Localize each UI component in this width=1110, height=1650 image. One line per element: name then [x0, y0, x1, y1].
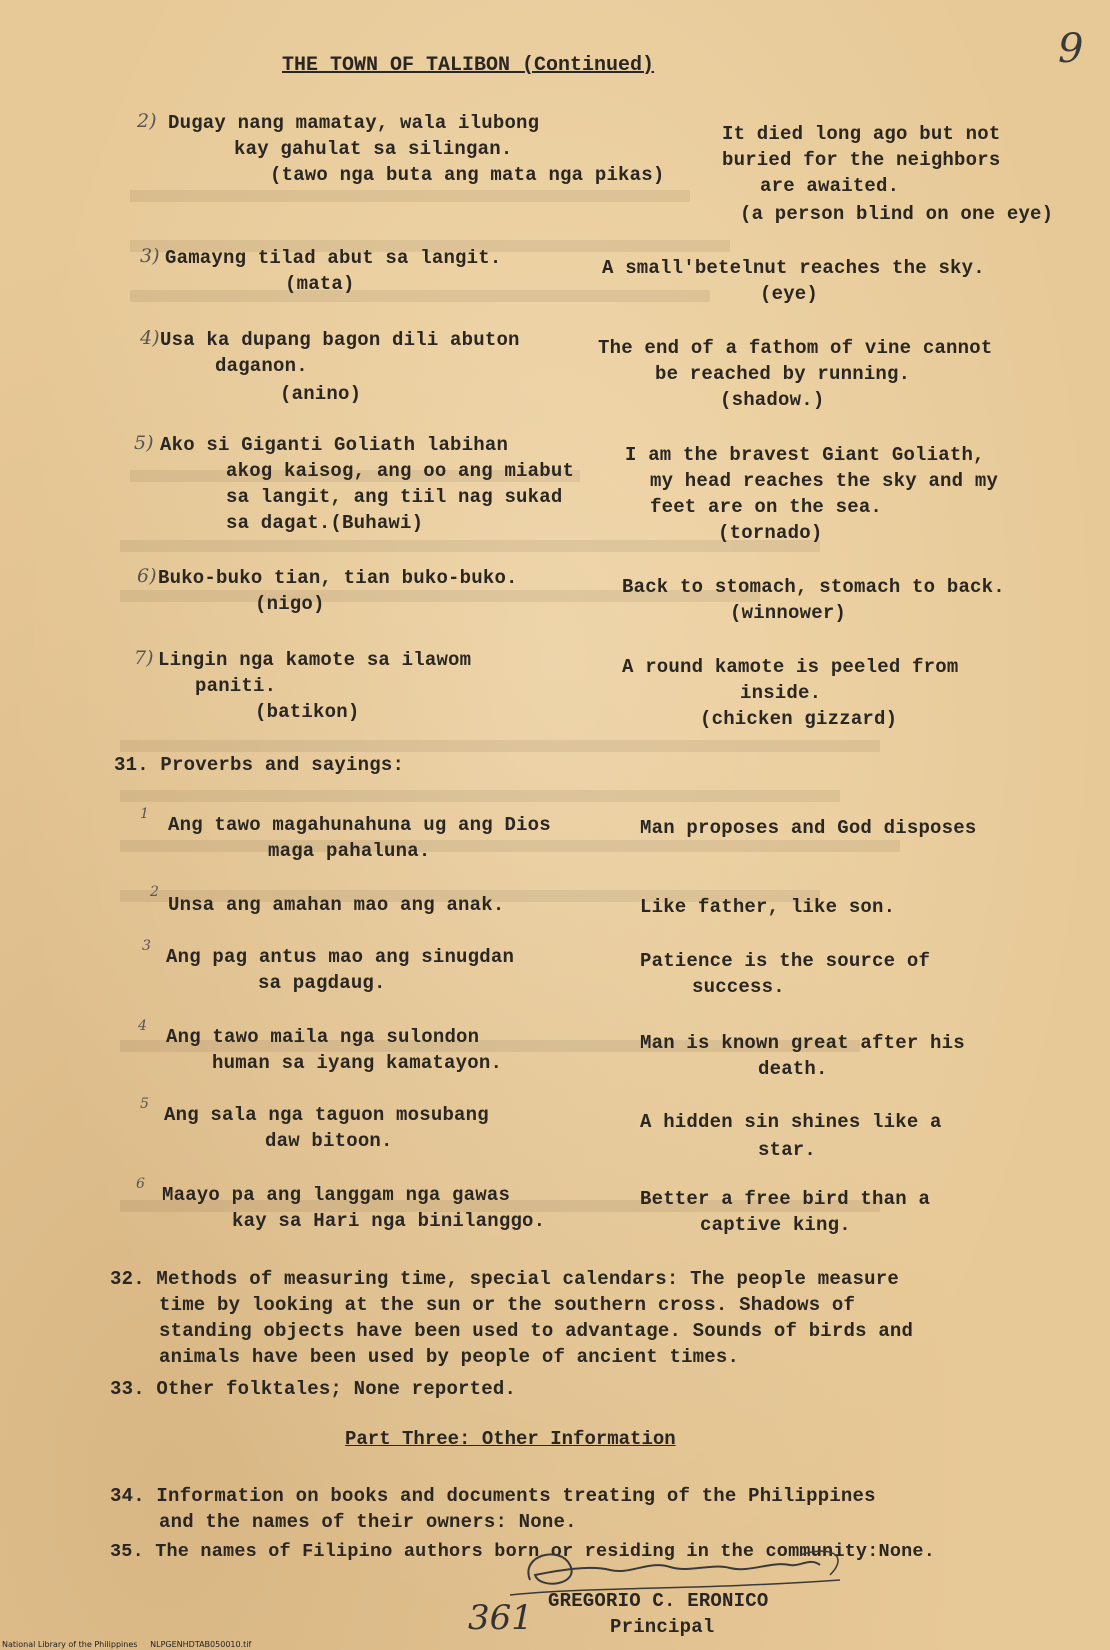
proverb-native-line: kay sa Hari nga binilanggo.	[232, 1210, 546, 1232]
proverb-native-line: daw bitoon.	[265, 1130, 393, 1152]
item-32-line: standing objects have been used to advantage. Sounds of birds and	[159, 1320, 914, 1342]
riddle-answer: (tawo nga buta ang mata nga pikas)	[270, 164, 665, 186]
item-32-line: time by looking at the sun or the southern cross. Shadows of	[159, 1294, 856, 1316]
proverb-native-line: Unsa ang amahan mao ang anak.	[168, 894, 505, 916]
riddle-answer-english: (chicken gizzard)	[700, 708, 898, 730]
proverb-english-line: death.	[758, 1058, 828, 1080]
proverb-number: 4	[138, 1018, 147, 1034]
proverb-english-line: Patience is the source of	[640, 950, 931, 972]
riddle-native-line: Gamayng tilad abut sa langit.	[165, 247, 502, 269]
riddle-english-line: my head reaches the sky and my	[650, 470, 999, 492]
riddle-number: 4)	[140, 327, 160, 349]
riddle-number: 5)	[134, 432, 154, 454]
item-32-line: 32. Methods of measuring time, special calendars: The people measure	[110, 1268, 899, 1290]
riddle-english-line: inside.	[740, 682, 822, 704]
proverb-english-line: A hidden sin shines like a	[640, 1111, 942, 1133]
riddle-english-line: be reached by running.	[655, 363, 911, 385]
item-34-line: 34. Information on books and documents treating of the Philippines	[110, 1485, 876, 1507]
riddle-answer-english: (a person blind on one eye)	[740, 203, 1054, 225]
item-34-line: and the names of their owners: None.	[159, 1511, 577, 1533]
proverb-number: 6	[136, 1176, 145, 1192]
proverb-native-line: Maayo pa ang langgam nga gawas	[162, 1184, 511, 1206]
riddle-english-line: Back to stomach, stomach to back.	[622, 576, 1005, 598]
archive-footer: National Library of the Philippines NLPGENHDTAB050010.tif	[2, 1640, 252, 1649]
part-three-title: Part Three: Other Information	[345, 1428, 676, 1450]
proverb-number: 1	[140, 806, 149, 822]
riddle-native-line: sa dagat.(Buhawi)	[226, 512, 424, 534]
riddle-english-line: are awaited.	[760, 175, 900, 197]
riddle-native-line: kay gahulat sa silingan.	[234, 138, 513, 160]
riddle-native-line: sa langit, ang tiil nag sukad	[226, 486, 563, 508]
proverb-number: 2	[150, 884, 159, 900]
riddle-answer: (batikon)	[255, 701, 360, 723]
proverb-native-line: Ang tawo maila nga sulondon	[166, 1026, 480, 1048]
riddle-native-line: Buko-buko tian, tian buko-buko.	[158, 567, 518, 589]
page-number: 9	[1058, 26, 1084, 72]
proverbs-heading: 31. Proverbs and sayings:	[114, 754, 405, 776]
item-35: 35. The names of Filipino authors born or residing in the community:None.	[110, 1541, 936, 1562]
proverb-english-line: captive king.	[700, 1214, 851, 1236]
proverb-english-line: Man is known great after his	[640, 1032, 965, 1054]
item-33: 33. Other folktales; None reported.	[110, 1378, 517, 1400]
proverb-english-line: success.	[692, 976, 785, 998]
riddle-number: 7)	[134, 647, 154, 669]
riddle-number: 2)	[137, 110, 157, 132]
proverb-number: 3	[142, 938, 151, 954]
proverb-native-line: Ang tawo magahunahuna ug ang Dios	[168, 814, 551, 836]
riddle-native-line: Ako si Giganti Goliath labihan	[160, 434, 509, 456]
proverb-english-line: Like father, like son.	[640, 896, 896, 918]
signatory-name: GREGORIO C. ERONICO	[548, 1590, 769, 1612]
proverb-english-line: star.	[758, 1139, 817, 1161]
riddle-answer-english: (eye)	[760, 283, 819, 305]
proverb-english-line: Better a free bird than a	[640, 1188, 931, 1210]
proverb-native-line: maga pahaluna.	[268, 840, 431, 862]
riddle-native-line: Dugay nang mamatay, wala ilubong	[168, 112, 540, 134]
riddle-english-line: buried for the neighbors	[722, 149, 1001, 171]
riddle-number: 3)	[140, 245, 160, 267]
proverb-native-line: sa pagdaug.	[258, 972, 386, 994]
proverb-native-line: Ang pag antus mao ang sinugdan	[166, 946, 515, 968]
item-32-line: animals have been used by people of ancient times.	[159, 1346, 740, 1368]
riddle-english-line: A small'betelnut reaches the sky.	[602, 257, 985, 279]
riddle-answer-english: (tornado)	[718, 522, 823, 544]
riddle-english-line: It died long ago but not	[722, 123, 1001, 145]
proverb-native-line: Ang sala nga taguon mosubang	[164, 1104, 489, 1126]
signatory-title: Principal	[610, 1616, 715, 1638]
riddle-answer-english: (shadow.)	[720, 389, 825, 411]
riddle-answer: (nigo)	[255, 593, 325, 615]
riddle-answer-english: (winnower)	[730, 602, 847, 624]
riddle-native-line: Usa ka dupang bagon dili abuton	[160, 329, 520, 351]
riddle-native-line: paniti.	[195, 675, 277, 697]
proverb-english-line: Man proposes and God disposes	[640, 817, 977, 839]
handwritten-number: 361	[468, 1598, 533, 1638]
riddle-answer: (mata)	[285, 273, 355, 295]
riddle-english-line: A round kamote is peeled from	[622, 656, 959, 678]
riddle-native-line: daganon.	[215, 355, 308, 377]
page-title: THE TOWN OF TALIBON (Continued)	[282, 54, 655, 77]
riddle-english-line: feet are on the sea.	[650, 496, 883, 518]
riddle-native-line: akog kaisog, ang oo ang miabut	[226, 460, 575, 482]
proverb-native-line: human sa iyang kamatayon.	[212, 1052, 503, 1074]
proverb-number: 5	[140, 1096, 149, 1112]
riddle-number: 6)	[137, 565, 157, 587]
riddle-native-line: Lingin nga kamote sa ilawom	[158, 649, 472, 671]
riddle-english-line: The end of a fathom of vine cannot	[598, 337, 993, 359]
riddle-english-line: I am the bravest Giant Goliath,	[625, 444, 985, 466]
riddle-answer: (anino)	[280, 383, 362, 405]
